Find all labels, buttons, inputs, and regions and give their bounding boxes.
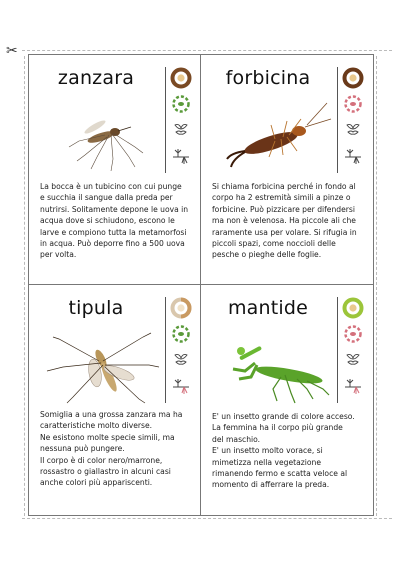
crane-fly-image: [39, 327, 163, 405]
ground-roots-icon: [170, 145, 192, 167]
ground-roots-icon: [342, 145, 364, 167]
green-ring-icon: [342, 297, 364, 319]
cut-line-left: [24, 56, 25, 516]
brown-ring-icon: [170, 67, 192, 89]
cut-line-top: [22, 50, 392, 51]
icon-column-divider: [337, 297, 338, 403]
pink-roots-icon: [170, 375, 192, 397]
pink-leaves-icon: [342, 93, 364, 115]
flying-insect-icon: [342, 119, 364, 141]
flying-insect-icon: [342, 349, 364, 371]
habitat-icons: [342, 67, 366, 171]
cut-line-bottom: [22, 518, 392, 519]
icon-column-divider: [165, 297, 166, 403]
flying-insect-icon: [170, 119, 192, 141]
habitat-icons: [342, 297, 366, 401]
habitat-icons: [170, 67, 194, 171]
brown-ring-icon: [342, 67, 364, 89]
card-description: E' un insetto grande di colore acceso. La femmina ha il corpo più grande del maschio. E' un insetto molto vorace, si mimetizza nella vegetazione rimanendo fermo e scatta veloce al momento di afferrare la preda.: [212, 412, 355, 490]
pink-leaves-icon: [342, 323, 364, 345]
card-title: tipula: [68, 297, 124, 319]
card-description: Somiglia a una grossa zanzara ma ha caratteristiche molto diverse. Ne esistono molte specie simili, ma nessuna può pungere. Il corpo è di color nero/marrone, rossastro o giallastro in alcuni casi anche colori più appariscenti.: [40, 410, 183, 488]
habitat-icons: [170, 297, 194, 401]
card-mantide: [201, 285, 372, 514]
card-title: forbicina: [225, 67, 311, 89]
cut-line-right: [376, 56, 377, 516]
icon-column-divider: [165, 67, 166, 173]
pink-roots-icon: [342, 375, 364, 397]
card-description: La bocca è un tubicino con cui punge e succhia il sangue dalla preda per nutrirsi. Solitamente depone le uova in acqua dove si schiudono, escono le larve e compiono tutta la metamorfosi in acqua. Può deporre fino a 500 uova per volta.: [40, 182, 189, 260]
green-leaves-icon: [170, 93, 192, 115]
card-sheet: [28, 54, 374, 516]
flying-insect-icon: [170, 349, 192, 371]
scissors-icon: ✂: [6, 43, 18, 59]
card-title: mantide: [227, 297, 309, 319]
earwig-image: [211, 97, 335, 175]
card-tipula: [29, 285, 200, 514]
mosquito-image: [39, 97, 163, 175]
green-leaves-icon: [170, 323, 192, 345]
card-forbicina: [201, 55, 372, 284]
mantis-image: [211, 327, 335, 405]
card-description: Si chiama forbicina perché in fondo al corpo ha 2 estremità simili a pinze o forbicine. Può pizzicare per difendersi ma non è velenosa. Ha piccole ali che raramente usa per volare. Si rifugia in piccoli spazi, come noccioli delle pesche o pieghe delle foglie.: [212, 182, 357, 260]
card-zanzara: [29, 55, 200, 284]
card-title: zanzara: [57, 67, 135, 89]
icon-column-divider: [337, 67, 338, 173]
half-brown-ring-icon: [170, 297, 192, 319]
